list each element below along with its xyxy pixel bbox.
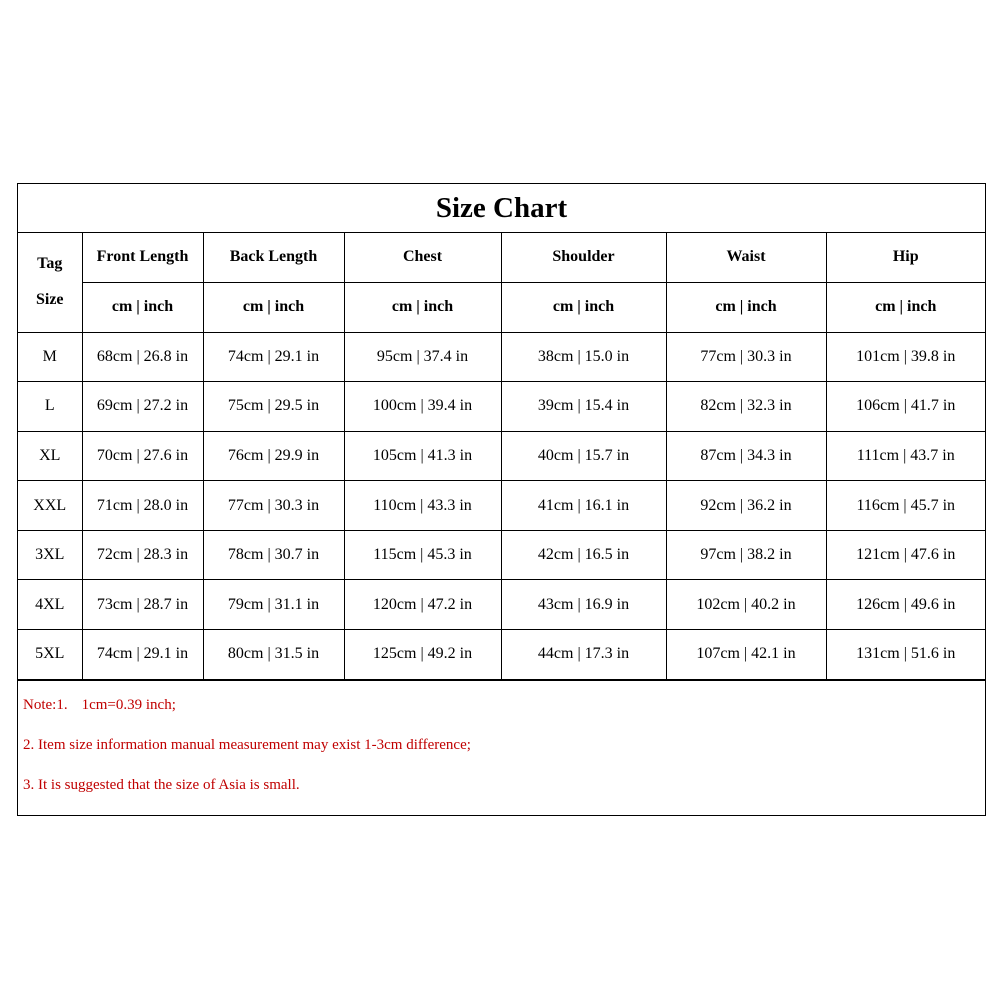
tag-label: Tag xyxy=(37,255,63,273)
measurement-cell: 69cm | 27.2 in xyxy=(82,382,203,432)
measurement-cell: 120cm | 47.2 in xyxy=(344,580,501,630)
measurement-cell: 79cm | 31.1 in xyxy=(203,580,344,630)
size-cell: 5XL xyxy=(18,630,82,680)
table-row xyxy=(18,530,985,580)
measurement-cell: 80cm | 31.5 in xyxy=(203,630,344,680)
table-row xyxy=(18,431,985,481)
measurement-cell: 44cm | 17.3 in xyxy=(501,630,666,680)
measurement-cell: 131cm | 51.6 in xyxy=(826,630,985,680)
measurement-cell: 102cm | 40.2 in xyxy=(666,580,826,630)
unit-header: cm | inch xyxy=(203,282,344,332)
measurement-cell: 87cm | 34.3 in xyxy=(666,431,826,481)
measurement-cell: 106cm | 41.7 in xyxy=(826,382,985,432)
measurement-cell: 92cm | 36.2 in xyxy=(666,481,826,531)
measurement-cell: 78cm | 30.7 in xyxy=(203,530,344,580)
measurement-cell: 77cm | 30.3 in xyxy=(203,481,344,531)
measurement-cell: 70cm | 27.6 in xyxy=(82,431,203,481)
size-cell: M xyxy=(18,332,82,382)
note-2: 2. Item size information manual measurement may exist 1-3cm difference; xyxy=(23,736,471,753)
column-header: Back Length xyxy=(203,233,344,282)
table-row xyxy=(18,332,985,382)
measurement-cell: 39cm | 15.4 in xyxy=(501,382,666,432)
size-cell: XXL xyxy=(18,481,82,531)
column-header: Hip xyxy=(826,233,985,282)
measurement-cell: 41cm | 16.1 in xyxy=(501,481,666,531)
unit-header: cm | inch xyxy=(82,282,203,332)
table-row xyxy=(18,481,985,531)
measurement-cell: 71cm | 28.0 in xyxy=(82,481,203,531)
measurement-cell: 100cm | 39.4 in xyxy=(344,382,501,432)
measurement-cell: 125cm | 49.2 in xyxy=(344,630,501,680)
column-header: Waist xyxy=(666,233,826,282)
column-header: Chest xyxy=(344,233,501,282)
header-row xyxy=(18,233,985,282)
measurement-cell: 77cm | 30.3 in xyxy=(666,332,826,382)
measurement-cell: 116cm | 45.7 in xyxy=(826,481,985,531)
measurement-cell: 126cm | 49.6 in xyxy=(826,580,985,630)
notes-section xyxy=(18,680,985,805)
measurement-cell: 107cm | 42.1 in xyxy=(666,630,826,680)
note-3: 3. It is suggested that the size of Asia is small. xyxy=(23,776,300,793)
size-cell: L xyxy=(18,382,82,432)
measurement-cell: 43cm | 16.9 in xyxy=(501,580,666,630)
measurement-cell: 75cm | 29.5 in xyxy=(203,382,344,432)
size-table xyxy=(18,233,985,680)
column-header: Shoulder xyxy=(501,233,666,282)
unit-header: cm | inch xyxy=(344,282,501,332)
table-row xyxy=(18,630,985,680)
measurement-cell: 97cm | 38.2 in xyxy=(666,530,826,580)
unit-row xyxy=(18,282,985,332)
measurement-cell: 115cm | 45.3 in xyxy=(344,530,501,580)
tag-size-header xyxy=(18,233,82,332)
chart-title: Size Chart xyxy=(18,184,985,233)
table-row xyxy=(18,580,985,630)
measurement-cell: 111cm | 43.7 in xyxy=(826,431,985,481)
measurement-cell: 95cm | 37.4 in xyxy=(344,332,501,382)
measurement-cell: 72cm | 28.3 in xyxy=(82,530,203,580)
unit-header: cm | inch xyxy=(501,282,666,332)
measurement-cell: 68cm | 26.8 in xyxy=(82,332,203,382)
measurement-cell: 82cm | 32.3 in xyxy=(666,382,826,432)
size-cell: XL xyxy=(18,431,82,481)
measurement-cell: 74cm | 29.1 in xyxy=(203,332,344,382)
measurement-cell: 105cm | 41.3 in xyxy=(344,431,501,481)
measurement-cell: 74cm | 29.1 in xyxy=(82,630,203,680)
measurement-cell: 110cm | 43.3 in xyxy=(344,481,501,531)
column-header: Front Length xyxy=(82,233,203,282)
size-chart-panel xyxy=(17,183,986,816)
size-label: Size xyxy=(35,291,64,309)
measurement-cell: 40cm | 15.7 in xyxy=(501,431,666,481)
note-1-prefix: Note:1. xyxy=(23,696,68,713)
measurement-cell: 73cm | 28.7 in xyxy=(82,580,203,630)
size-cell: 4XL xyxy=(18,580,82,630)
note-1 xyxy=(23,685,985,725)
unit-header: cm | inch xyxy=(826,282,985,332)
measurement-cell: 38cm | 15.0 in xyxy=(501,332,666,382)
measurement-cell: 121cm | 47.6 in xyxy=(826,530,985,580)
table-row xyxy=(18,382,985,432)
unit-header: cm | inch xyxy=(666,282,826,332)
measurement-cell: 42cm | 16.5 in xyxy=(501,530,666,580)
measurement-cell: 101cm | 39.8 in xyxy=(826,332,985,382)
size-cell: 3XL xyxy=(18,530,82,580)
measurement-cell: 76cm | 29.9 in xyxy=(203,431,344,481)
note-1-text: 1cm=0.39 inch; xyxy=(81,696,176,713)
